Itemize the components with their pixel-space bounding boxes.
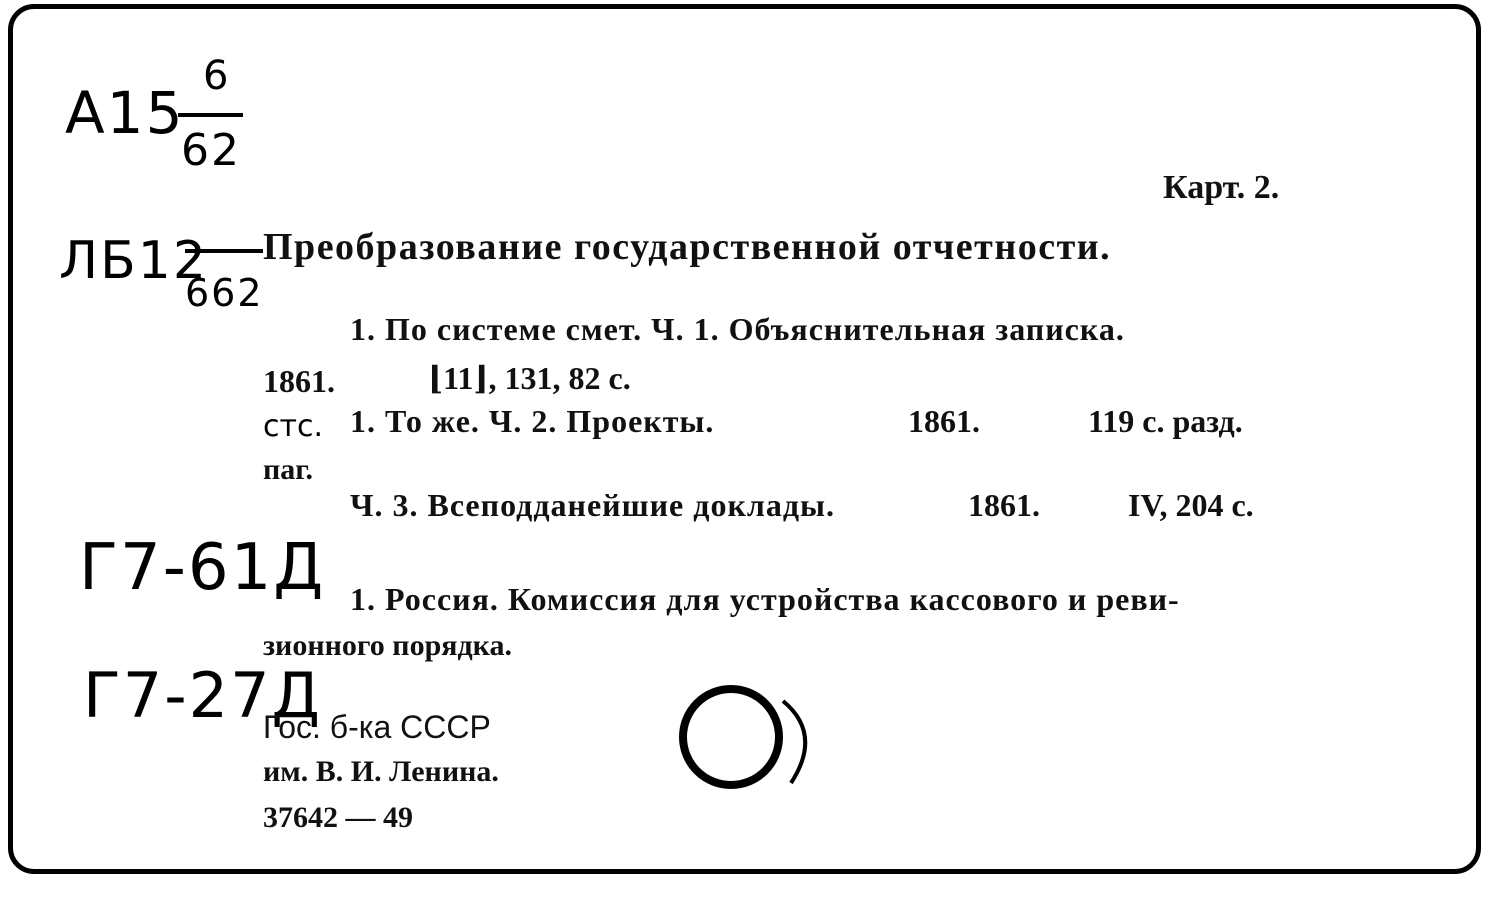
entry-part-2: 1. То же. Ч. 2. Проекты. xyxy=(350,403,715,439)
entry-part-3-year: 1861. xyxy=(968,487,1040,523)
handwritten-shelf-mark-1-bottom: 62 xyxy=(181,125,241,176)
subject-heading-cont: зионного порядка. xyxy=(263,629,512,662)
handwritten-shelf-mark-1-top: 6 xyxy=(203,53,231,99)
handwritten-shelf-mark-1: A15 xyxy=(65,79,185,147)
handwritten-shelf-mark-2-bottom: 662 xyxy=(185,271,264,315)
card-number: Карт. 2. xyxy=(1163,169,1280,206)
punch-hole xyxy=(673,679,833,799)
subject-heading: 1. Россия. Комиссия для устройства кассового и реви- xyxy=(350,581,1180,617)
entry-part-3: Ч. 3. Всеподданейшие доклады. xyxy=(350,487,835,523)
handwritten-shelf-mark-2: ЛБ12 xyxy=(59,231,208,291)
handwritten-margin-note: стс. xyxy=(263,409,323,444)
handwritten-note-2: Г7-27Д xyxy=(83,659,322,732)
entry-part-1-pages: ⌊11⌋, 131, 82 с. xyxy=(428,360,631,396)
entry-part-3-pages: IV, 204 с. xyxy=(1128,487,1254,523)
library-stamp-line-3: 37642 — 49 xyxy=(263,801,413,834)
catalog-card xyxy=(8,4,1481,874)
entry-part-2-pages-cont: паг. xyxy=(263,453,314,486)
handwritten-note-1: Г7-61Д xyxy=(79,531,326,605)
library-stamp-line-1: Гос. б-ка СССР xyxy=(263,709,491,745)
entry-part-2-year: 1861. xyxy=(908,403,980,439)
card-title: Преобразование государственной отчетности. xyxy=(263,226,1112,268)
library-stamp-line-2: им. В. И. Ленина. xyxy=(263,755,499,788)
entry-part-1: 1. По системе смет. Ч. 1. Объяснительная записка. xyxy=(350,311,1125,347)
entry-part-2-pages: 119 с. разд. xyxy=(1088,403,1243,439)
entry-part-1-year: 1861. xyxy=(263,363,335,399)
